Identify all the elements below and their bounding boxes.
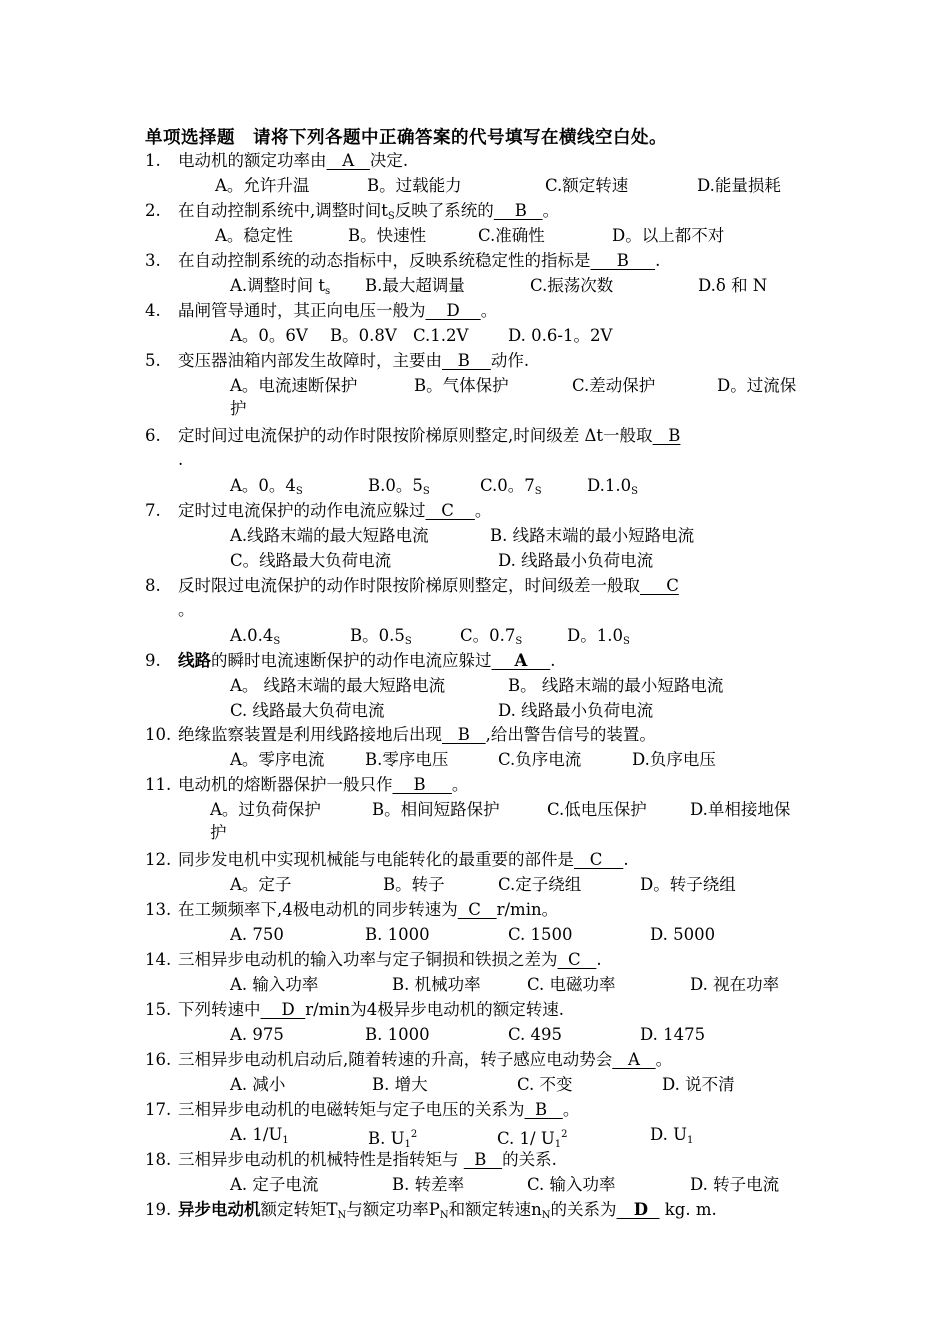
- option: D.能量损耗: [697, 176, 781, 195]
- option: C.额定转速: [545, 176, 629, 195]
- answer-blank: C: [425, 501, 475, 520]
- document-page: 单项选择题 请将下列各题中正确答案的代号填写在横线空白处。 1. 电动机的额定功率由 A 决定. A。允许升温 B。过载能力 C.额定转速 D.能量损耗 2. 在自动控制系统中,调整时间$t_S$反映了系统的 B 。 A。稳定性 B。快速性 C.准确性 D。以上都不对 3. 在自动控制系统的动态指标中，反映系统稳定性的指标是 B . A.调整时间 $t_s$ B.最大超调量 C.振荡次数 D.δ 和 N 4. 晶闸管导通时，其正向电压一般为 D 。 A。0。6V B。0.8V C.1.2V D. 0.6-1。2V 5. 变压器油箱内部发生故障时，主要由 B 动作. A。电流速断保护 B。气体保护 C.差动保护 D。过流保 护 6. 定时间过电流保护的动作时限按阶梯原则整定,时间级差 Δt一般取 B . A。0。$4_S$ B.0。$5_S$ C.0。$7_S$ $D.1.0_S$ 7. 定时过电流保护的动作电流应躲过 C 。 A.线路末端的最大短路电流 B. 线路末端的最小短路电流 C。线路最大负荷电流 D. 线路最小负荷电流 8. 反时限过电流保护的动作时限按阶梯原则整定，时间级差一般取 C 。 $A.0.4_S$ B。$0.5_S$ C。$0.7_S$ D。$1.0_S$ 9. 线路的瞬时电流速断保护的动作电流应躲过 A . A。 线路末端的最大短路电流 B。 线路末端的最小短路电流 C. 线路最大负荷电流 D. 线路最小负荷电流 10. 绝缘监察装置是利用线路接地后出现 B ,给出警告信号的装置。 A。零序电流 B.零序电压 C.负序电流 D.负序电压 11. 电动机的熔断器保护一般只作 B 。 A。过负荷保护 B。相间短路保护 C.低电压保护 D.单相接地保 护 12. 同步发电机中实现机械能与电能转化的最重要的部件是 C . A。定子 B。转子 C.定子绕组 D。转子绕组 13. 在工频频率下,4极电动机的同步转速为 C r/min。 A. 750 B. 1000 C. 1500 D. 5000 14. 三相异步电动机的输入功率与定子铜损和铁损之差为 C . A. 输入功率 B. 机械功率 C. 电磁功率 D. 视在功率 15. 下列转速中 D r/min为4极异步电动机的额定转速. A. 975 B. 1000 C. 495 D. 1475 16. 三相异步电动机启动后,随着转速的升高，转子感应电动势会 A 。 A. 减小 B. 增大 C. 不变 D. 说不清 17. 三相异步电动机的电磁转矩与定子电压的关系为 B 。 A. $1/U_1$ B. $U_1^2$ C. 1/ $U_1^2$ D. $U_1$ 18. 三相异步电动机的机械特性是指转矩与 B 的关系. A. 定子电流 B. 转差率 C. 输入功率 D. 转子电流 19. 异步电动机额定转矩$T_N$与额定功率$P_N$和额定转速$n_N$的关系为 D kg. m.: [0, 0, 950, 1344]
- answer-blank: B: [493, 201, 543, 220]
- answer-blank: B: [652, 426, 681, 445]
- answer-blank: B: [392, 775, 452, 794]
- answer-blank: A: [326, 151, 370, 170]
- answer-blank: C: [557, 950, 597, 969]
- answer-blank: B: [442, 351, 491, 370]
- option: A。允许升温: [215, 176, 310, 195]
- section-header: 单项选择题 请将下列各题中正确答案的代号填写在横线空白处。: [145, 128, 667, 148]
- answer-blank: B: [442, 725, 486, 744]
- answer-blank: D: [425, 301, 481, 320]
- answer-blank: B: [524, 1100, 563, 1119]
- answer-blank: C: [640, 576, 679, 595]
- answer-blank: C: [574, 850, 624, 869]
- answer-blank: C: [457, 900, 497, 919]
- option: B。过载能力: [367, 176, 462, 195]
- answer-blank: D: [260, 1000, 306, 1019]
- answer-blank: A: [612, 1050, 656, 1069]
- question-number: 1.: [145, 151, 161, 170]
- answer-blank: B: [590, 251, 656, 270]
- answer-blank: B: [463, 1150, 503, 1169]
- answer-blank: A: [491, 651, 551, 670]
- answer-blank: D: [616, 1200, 660, 1219]
